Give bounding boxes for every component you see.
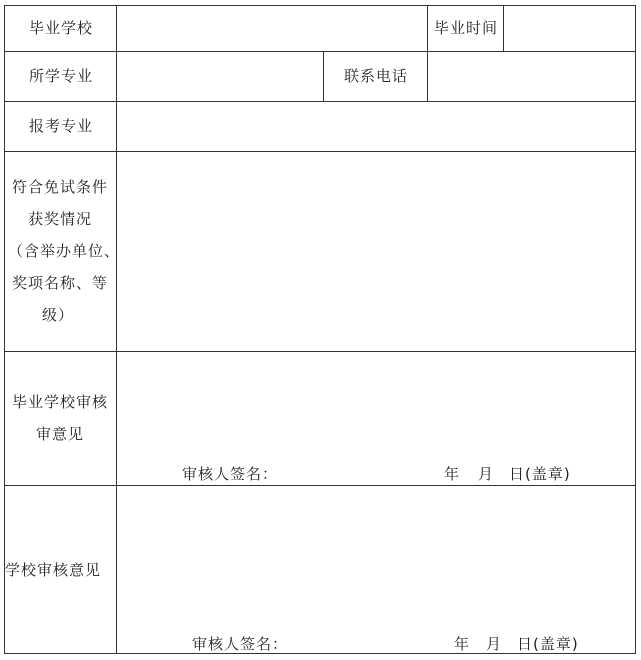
- graduation-school-label: 毕业学校: [29, 19, 94, 37]
- apply-major-field[interactable]: [117, 102, 635, 151]
- school-review-label: 学校审核意见: [5, 561, 102, 579]
- phone-field[interactable]: [428, 52, 635, 101]
- awards-label-line-4: 奖项名称、等: [12, 274, 109, 292]
- grad-school-review-label-line-1: 毕业学校审核: [12, 393, 109, 411]
- border-bottom: [4, 653, 636, 654]
- awards-label: [8, 171, 121, 331]
- awards-label-line-2: 获奖情况: [28, 210, 93, 228]
- awards-label-line-1: 符合免试条件: [12, 178, 109, 196]
- phone-label-left: [323, 51, 324, 101]
- graduation-time-field[interactable]: [504, 6, 635, 51]
- school-reviewer-sign-label: 审核人签名：: [192, 635, 289, 653]
- graduation-time-label-left: [427, 5, 428, 51]
- school-review-field[interactable]: [117, 486, 635, 653]
- major-field[interactable]: [117, 52, 323, 101]
- school-date-month: 月: [486, 635, 503, 653]
- grad-school-reviewer-sign-label: 审核人签名：: [182, 465, 279, 483]
- grad-school-review-label-line-2: 审意见: [36, 425, 85, 443]
- school-date-day-seal: 日(盖章): [517, 635, 579, 653]
- phone-label: 联系电话: [344, 67, 409, 85]
- grad-school-review-label: [12, 386, 108, 450]
- grad-school-date-month: 月: [478, 465, 495, 483]
- awards-field[interactable]: [117, 152, 635, 351]
- major-label: 所学专业: [29, 67, 94, 85]
- awards-label-line-5: 级）: [42, 306, 75, 324]
- apply-major-label: 报考专业: [29, 117, 94, 135]
- awards-label-line-3: （含举办单位、: [8, 242, 121, 260]
- border-right: [635, 5, 636, 654]
- graduation-school-field[interactable]: [117, 6, 427, 51]
- graduation-time-label: 毕业时间: [434, 19, 499, 37]
- school-date-year: 年: [454, 635, 471, 653]
- grad-school-date-year: 年: [444, 465, 461, 483]
- grad-school-date-day-seal: 日(盖章): [509, 465, 571, 483]
- border-left: [4, 5, 5, 654]
